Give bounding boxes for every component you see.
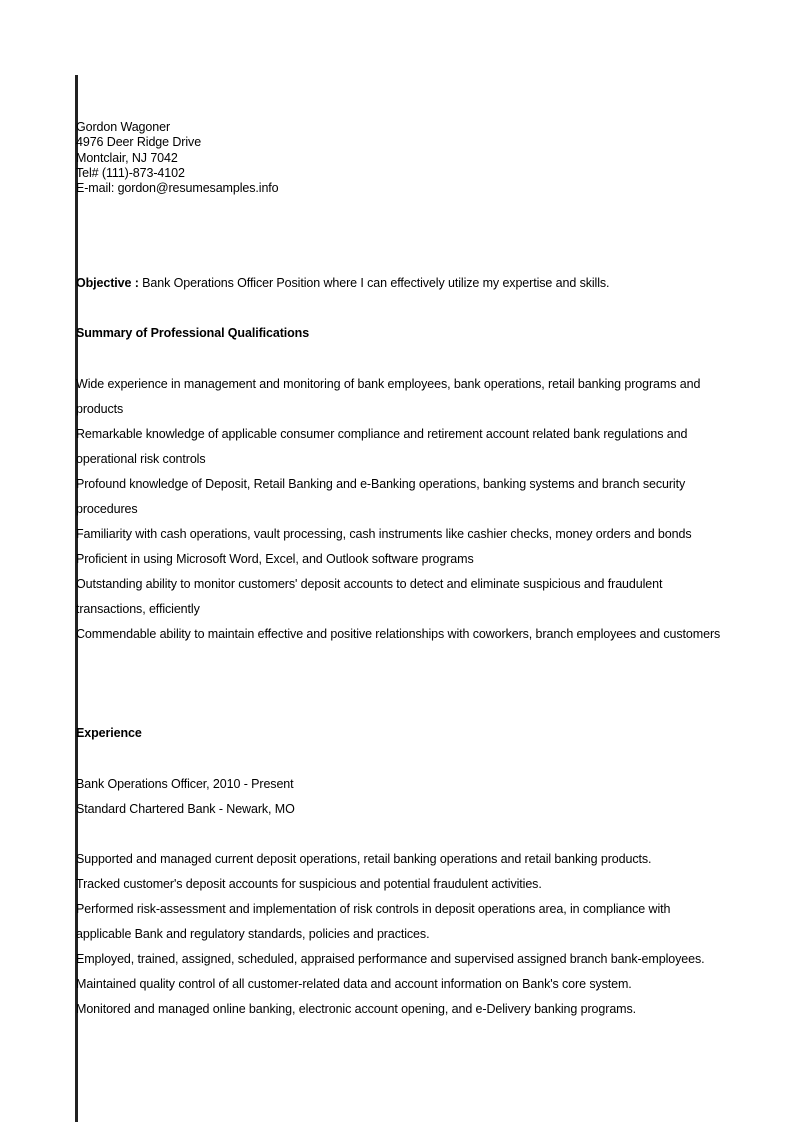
objective-line	[76, 274, 609, 292]
experience-heading: Experience	[76, 726, 142, 740]
contact-city: Montclair, NJ 7042	[76, 150, 178, 165]
list-item: Employed, trained, assigned, scheduled, appraised performance and supervised assigned branch bank-employees.	[76, 952, 705, 966]
list-item: Remarkable knowledge of applicable consumer compliance and retirement account related bank regulations and operational risk controls	[76, 427, 688, 466]
resume-document	[76, 120, 726, 1016]
job-entry	[76, 772, 295, 822]
list-item: Performed risk-assessment and implementation of risk controls in deposit operations area, in compliance with applicable Bank and regulatory standards, policies and practices.	[76, 902, 671, 941]
list-item: Commendable ability to maintain effective and positive relationships with coworkers, branch employees and customers	[76, 627, 721, 641]
qualifications-list	[76, 372, 721, 647]
contact-block	[76, 120, 726, 196]
contact-name: Gordon Wagoner	[76, 120, 171, 134]
list-item: Monitored and managed online banking, electronic account opening, and e-Delivery banking programs.	[76, 1002, 637, 1016]
list-item: Supported and managed current deposit operations, retail banking operations and retail banking products.	[76, 852, 652, 866]
list-item: Proficient in using Microsoft Word, Excel, and Outlook software programs	[76, 552, 474, 566]
list-item: Outstanding ability to monitor customers' deposit accounts to detect and eliminate suspicious and fraudulent transactions, efficiently	[76, 577, 663, 616]
objective-text: Bank Operations Officer Position where I can effectively utilize my expertise and skills.	[138, 276, 610, 290]
list-item: Tracked customer's deposit accounts for suspicious and potential fraudulent activities.	[76, 877, 542, 891]
job-title: Bank Operations Officer, 2010 - Present	[76, 777, 294, 791]
list-item: Wide experience in management and monitoring of bank employees, bank operations, retail banking programs and products	[76, 377, 701, 416]
objective-label: Objective :	[76, 276, 139, 290]
job-employer: Standard Chartered Bank - Newark, MO	[76, 802, 295, 816]
contact-phone: Tel# (111)-873-4102	[76, 165, 185, 180]
summary-heading: Summary of Professional Qualifications	[76, 326, 310, 340]
list-item: Familiarity with cash operations, vault processing, cash instruments like cashier checks, money orders and bonds	[76, 527, 692, 541]
list-item: Profound knowledge of Deposit, Retail Banking and e-Banking operations, banking systems and branch security procedures	[76, 477, 686, 516]
contact-address: 4976 Deer Ridge Drive	[76, 135, 202, 150]
duties-list	[76, 847, 716, 1022]
contact-email: E-mail: gordon@resumesamples.info	[76, 181, 279, 196]
list-item: Maintained quality control of all customer-related data and account information on Bank's core system.	[76, 977, 632, 991]
